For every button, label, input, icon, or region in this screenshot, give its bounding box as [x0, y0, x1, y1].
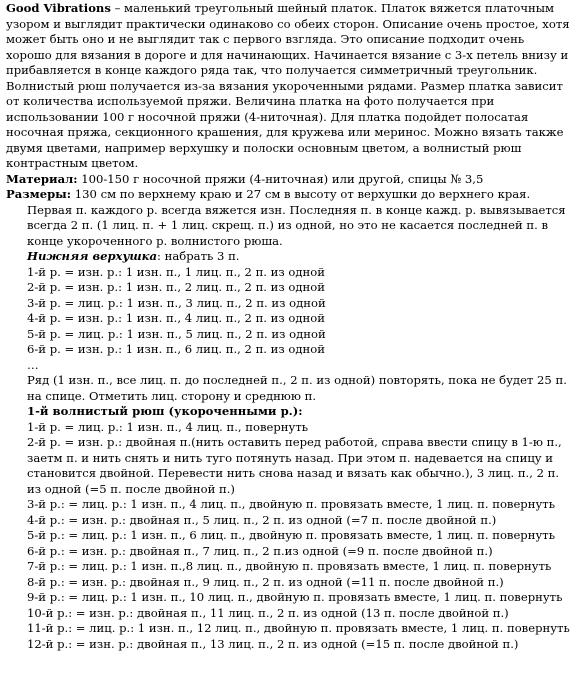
- top-section-heading: [6, 249, 570, 265]
- ruffle-row-4: 4-й р.: = изн. р.: двойная п., 5 лиц. п., 2 п. из одной (=7 п. после двойной п.): [27, 512, 497, 527]
- material-text: 100-150 г носочной пряжи (4-ниточная) или другой, спицы № 3,5: [77, 171, 484, 186]
- intro-text: – маленький треугольный шейный платок. Платок вяжется платочным узором и выглядит практически одинаково со обеих сторон. Описание очень простое, хотя может быть оно и не выглядит так с первого взгляда. Это описание подходит очень хорошо для вязания в дороге и для начинающих. Начинается вязание с 3-х петель внизу и прибавляется в конце каждого ряда так, что получается симметричный треугольник. Волнистый рюш получается из-за вязания укороченными рядами. Размер платка зависит от количества используемой пряжи. Величина платка на фото получается при использовании 100 г носочной пряжи (4-ниточная). Для платка подойдет полосатая носочная пряжа, секционного крашения, для кружева или меринос. Можно вязать также двумя цветами, например верхушку и полоски основным цветом, а волнистый рюш контрастным цветом.: [6, 1, 570, 170]
- ruffle-row-2: 2-й р. = изн. р.: двойная п.(нить оставить перед работой, справа ввести спицу в 1-ю п., заетм п. и нить снять и нить туго потянуть назад. При этом п. надевается на спицу и становится двойной. Перевести нить снова назад и вязать как обычно.), 3 лиц. п., 2 п. из одной (=5 п. после двойной п.): [27, 435, 562, 496]
- ruffle-row-1: 1-й р. = лиц. р.: 1 изн. п., 4 лиц. п., повернуть: [27, 419, 309, 434]
- pattern-title: Good Vibrations: [6, 1, 111, 15]
- top-ellipsis: …: [27, 357, 39, 372]
- size-text: 130 см по верхнему краю и 27 см в высоту от верхушки до верхнего края.: [71, 187, 531, 201]
- ruffle-row-9: 9-й р.: = лиц. р.: 1 изн. п., 10 лиц. п., двойную п. провязать вместе, 1 лиц. п. повернуть: [27, 590, 563, 604]
- intro-paragraph: [6, 1, 570, 172]
- edge-stitch-note: Первая п. каждого р. всегда вяжется изн. Последняя п. в конце кажд. р. вывязывается всегда 2 п. (1 лиц. п. + 1 лиц. скрещ. п.) из одной, но это не касается последней п. в конце укороченного р. волнистого рюша.: [27, 202, 566, 248]
- top-section-label: Нижняя верхушка: [27, 249, 158, 263]
- ruffle-row-7: 7-й р.: = лиц. р.: 1 изн. п.,8 лиц. п., двойную п. провязать вместе, 1 лиц. п. повернуть: [27, 559, 552, 573]
- ruffle-section-heading: [6, 404, 570, 420]
- top-row-2: 2-й р. = изн. р.: 1 изн. п., 2 лиц. п., 2 п. из одной: [27, 280, 325, 294]
- ruffle-section-title: 1-й волнистый рюш (укороченными р.):: [27, 404, 303, 418]
- material-label: Материал:: [6, 171, 78, 186]
- top-row-1: 1-й р. = изн. р.: 1 изн. п., 1 лиц. п., 2 п. из одной: [27, 264, 325, 279]
- ruffle-row-11: 11-й р.: = лиц. р.: 1 изн. п., 12 лиц. п., двойную п. провязать вместе, 1 лиц. п. повернуть: [27, 621, 570, 635]
- ruffle-row-8: 8-й р.: = изн. р.: двойная п., 9 лиц. п., 2 п. из одной (=11 п. после двойной п.): [27, 574, 504, 589]
- top-row-5: 5-й р. = лиц. р.: 1 изн. п., 5 лиц. п., 2 п. из одной: [27, 326, 326, 341]
- ruffle-row-6: 6-й р.: = изн. р.: двойная п., 7 лиц. п., 2 п.из одной (=9 п. после двойной п.): [27, 543, 493, 558]
- top-repeat-instruction: Ряд (1 изн. п., все лиц. п. до последней п., 2 п. из одной) повторять, пока не будет 25 п. на спице. Отметить лиц. сторону и среднюю п.: [27, 373, 567, 403]
- top-section-text: : набрать 3 п.: [157, 249, 240, 263]
- ruffle-row-10: 10-й р.: = изн. р.: двойная п., 11 лиц. п., 2 п. из одной (13 п. после двойной п.): [27, 605, 509, 620]
- top-row-4: 4-й р. = изн. р.: 1 изн. п., 4 лиц. п., 2 п. из одной: [27, 311, 325, 325]
- ruffle-row-12: 12-й р.: = изн. р.: двойная п., 13 лиц. п., 2 п. из одной (=15 п. после двойной п.): [27, 636, 519, 651]
- size-label: Размеры:: [6, 187, 72, 201]
- ruffle-row-3: 3-й р.: = лиц. р.: 1 изн. п., 4 лиц. п., двойную п. провязать вместе, 1 лиц. п. повернуть: [27, 497, 556, 511]
- ruffle-row-5: 5-й р.: = лиц. р.: 1 изн. п., 6 лиц. п., двойную п. провязать вместе, 1 лиц. п. повернуть: [27, 528, 556, 542]
- top-row-6: 6-й р. = изн. р.: 1 изн. п., 6 лиц. п., 2 п. из одной: [27, 342, 325, 356]
- top-row-3: 3-й р. = лиц. р.: 1 изн. п., 3 лиц. п., 2 п. из одной: [27, 295, 326, 310]
- material-line: [6, 172, 570, 188]
- size-line: [6, 187, 570, 203]
